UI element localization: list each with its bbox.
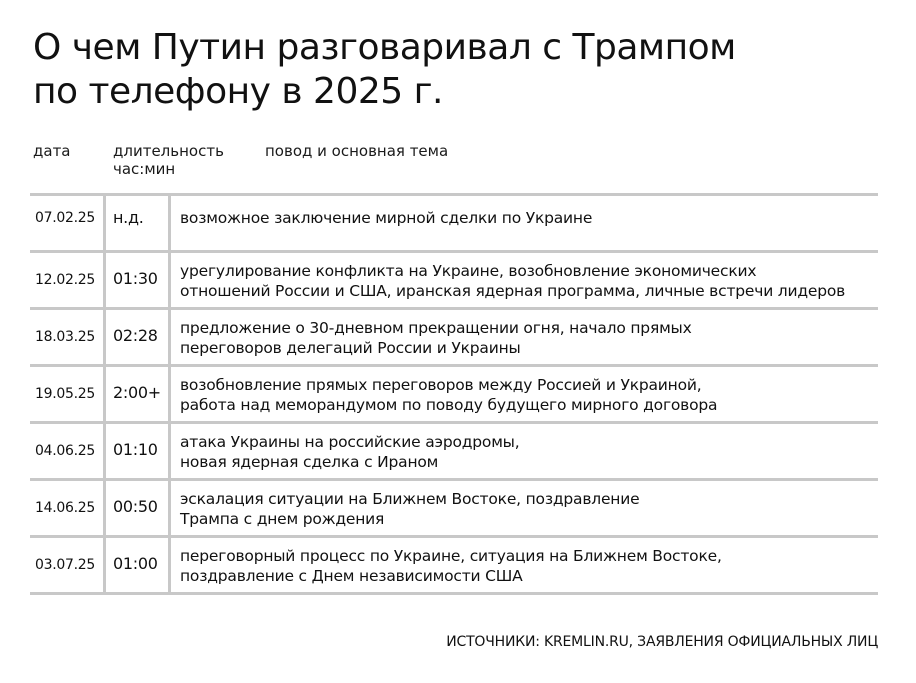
row-topic-line2: отношений России и США, иранская ядерная программа, личные встречи лидеров [180, 282, 846, 300]
row-date: 14.06.25 [35, 500, 95, 516]
row-duration: 2:00+ [113, 383, 161, 402]
row-topic [180, 208, 880, 228]
row-topic [180, 375, 880, 415]
column-divider [103, 538, 106, 592]
title-line-2: по телефону в 2025 г. [33, 71, 443, 112]
table-row [30, 307, 878, 364]
row-date: 19.05.25 [35, 386, 95, 402]
column-divider [103, 424, 106, 478]
column-divider [103, 253, 106, 307]
column-divider [168, 196, 171, 250]
column-divider [168, 310, 171, 364]
row-topic-line2: переговоров делегаций России и Украины [180, 339, 521, 357]
row-topic-line2: Трампа с днем рождения [180, 510, 385, 528]
row-topic [180, 489, 880, 529]
table-row [30, 478, 878, 535]
row-topic-line1: возможное заключение мирной сделки по Украине [180, 209, 593, 227]
row-topic-line2: работа над меморандумом по поводу будущего мирного договора [180, 396, 718, 414]
page-title [33, 26, 893, 114]
row-duration: 01:10 [113, 440, 158, 459]
row-topic-line1: возобновление прямых переговоров между Россией и Украиной, [180, 376, 702, 394]
column-divider [168, 253, 171, 307]
row-topic [180, 261, 880, 301]
row-topic-line1: урегулирование конфликта на Украине, возобновление экономических [180, 262, 757, 280]
row-topic-line1: эскалация ситуации на Ближнем Востоке, поздравление [180, 490, 640, 508]
column-divider [103, 481, 106, 535]
row-topic [180, 546, 880, 586]
table-row [30, 421, 878, 478]
column-divider [168, 481, 171, 535]
calls-table [30, 193, 878, 595]
table-row [30, 193, 878, 250]
row-date: 07.02.25 [35, 210, 95, 226]
row-duration: н.д. [113, 208, 144, 227]
column-divider [103, 310, 106, 364]
column-header-duration [113, 142, 224, 178]
table-row [30, 535, 878, 595]
column-header-duration-line2: час:мин [113, 160, 176, 178]
row-date: 18.03.25 [35, 329, 95, 345]
column-divider [103, 367, 106, 421]
row-topic-line2: новая ядерная сделка с Ираном [180, 453, 439, 471]
row-date: 04.06.25 [35, 443, 95, 459]
column-divider [103, 196, 106, 250]
row-topic-line1: атака Украины на российские аэродромы, [180, 433, 520, 451]
row-topic-line1: переговорный процесс по Украине, ситуация на Ближнем Востоке, [180, 547, 722, 565]
row-duration: 02:28 [113, 326, 158, 345]
row-topic-line1: предложение о 30-дневном прекращении огня, начало прямых [180, 319, 692, 337]
column-divider [168, 424, 171, 478]
table-row [30, 364, 878, 421]
column-header-duration-line1: длительность [113, 142, 224, 160]
title-line-1: О чем Путин разговаривал с Трампом [33, 27, 736, 68]
row-topic [180, 432, 880, 472]
row-topic [180, 318, 880, 358]
row-duration: 01:30 [113, 269, 158, 288]
column-divider [168, 367, 171, 421]
column-divider [168, 538, 171, 592]
column-header-date: дата [33, 142, 71, 160]
row-topic-line2: поздравление с Днем независимости США [180, 567, 523, 585]
row-date: 12.02.25 [35, 272, 95, 288]
row-duration: 00:50 [113, 497, 158, 516]
sources-note: ИСТОЧНИКИ: KREMLIN.RU, ЗАЯВЛЕНИЯ ОФИЦИАЛЬНЫХ ЛИЦ [446, 634, 878, 650]
table-row [30, 250, 878, 307]
row-duration: 01:00 [113, 554, 158, 573]
column-header-topic: повод и основная тема [265, 142, 449, 160]
row-date: 03.07.25 [35, 557, 95, 573]
